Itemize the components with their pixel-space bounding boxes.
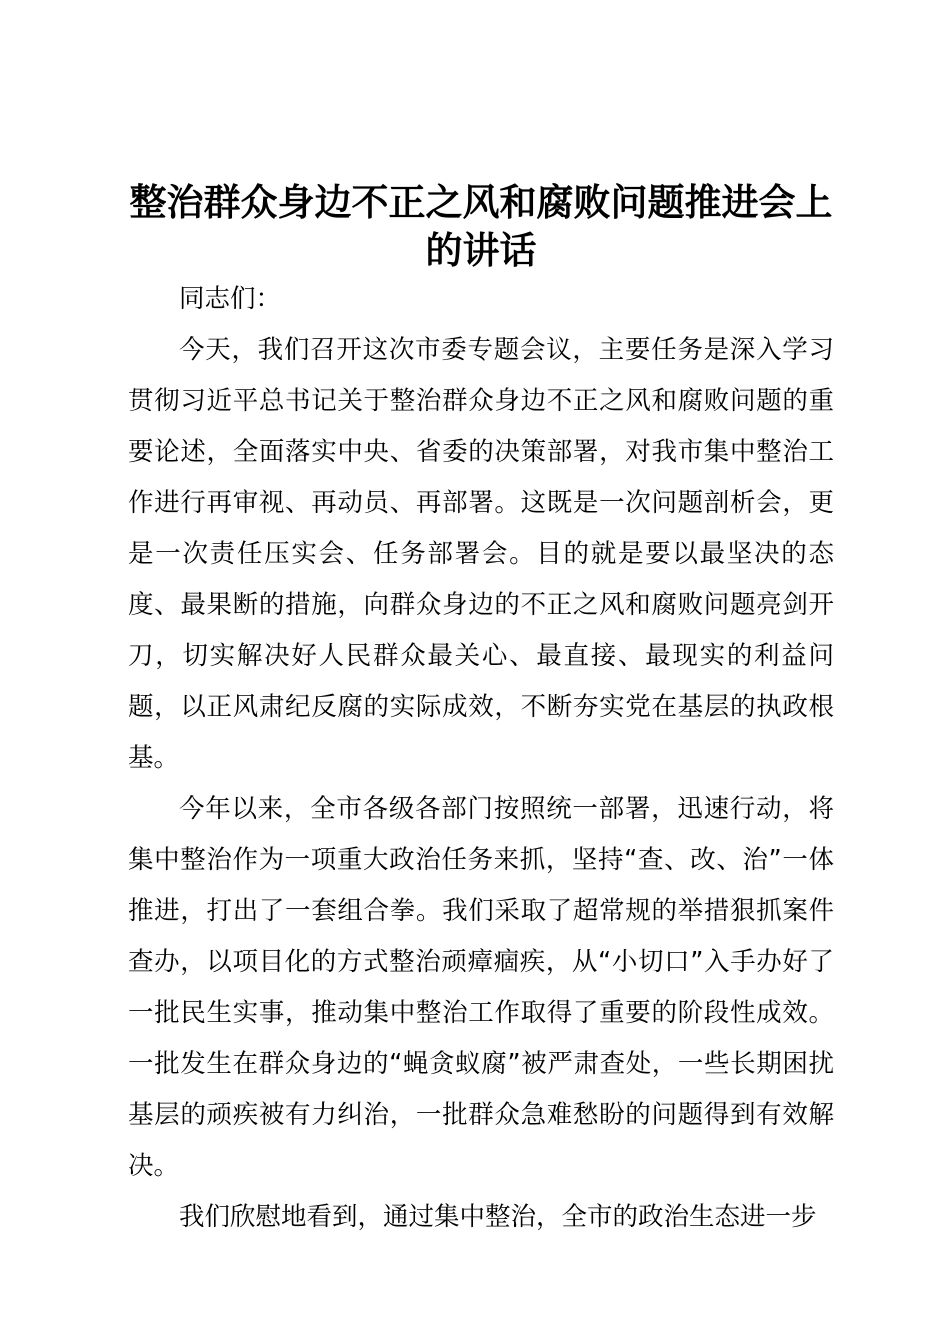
- paragraph-2: 今年以来，全市各级各部门按照统一部署，迅速行动，将集中整治作为一项重大政治任务来抓，坚持“查、改、治”一体推进，打出了一套组合拳。我们采取了超常规的举措狠抓案件查办，以项目化的方式整治顽瘴痼疾，从“小切口”入手办好了一批民生实事，推动集中整治工作取得了重要的阶段性成效。一批发生在群众身边的“蝇贪蚁腐”被严肃查处，一些长期困扰基层的顽疾被有力纠治，一批群众急难愁盼的问题得到有效解决。: [128, 794, 834, 1181]
- document-page: [128, 178, 834, 1243]
- paragraph-3: 我们欣慰地看到，通过集中整治，全市的政治生态进一步: [179, 1202, 817, 1232]
- paragraph-1: 今天，我们召开这次市委专题会议，主要任务是深入学习贯彻习近平总书记关于整治群众身边不正之风和腐败问题的重要论述，全面落实中央、省委的决策部署，对我市集中整治工作进行再审视、再动员、再部署。这既是一次问题剖析会，更是一次责任压实会、任务部署会。目的就是要以最坚决的态度、最果断的措施，向群众身边的不正之风和腐败问题亮剑开刀，切实解决好人民群众最关心、最直接、最现实的利益问题，以正风肃纪反腐的实际成效，不断夯实党在基层的执政根基。: [128, 335, 834, 773]
- salutation: 同志们：: [179, 284, 282, 314]
- document-title: 整治群众身边不正之风和腐败问题推进会上的讲话: [129, 180, 833, 272]
